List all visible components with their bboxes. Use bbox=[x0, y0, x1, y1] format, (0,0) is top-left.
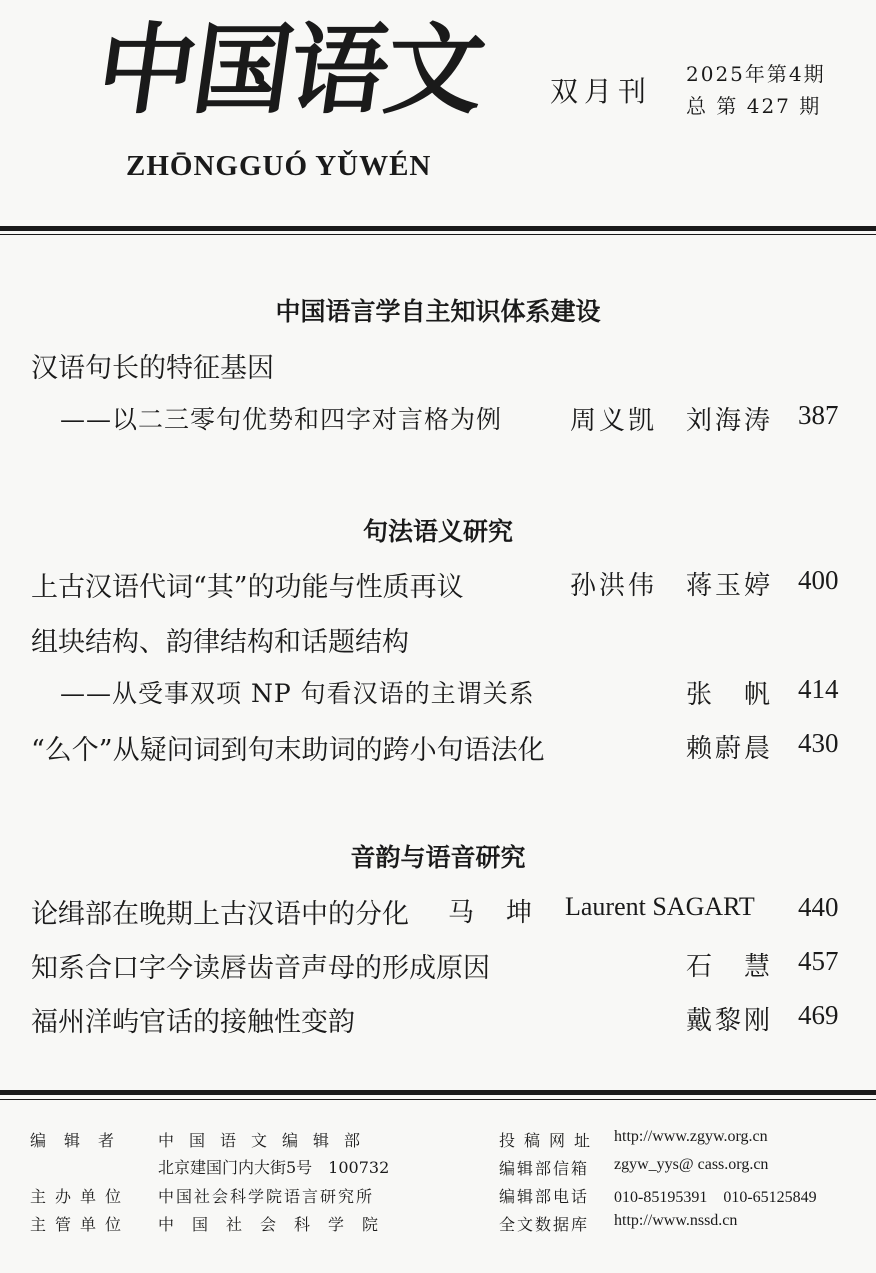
footer-rule-thin bbox=[0, 1099, 876, 1100]
issue-info bbox=[686, 58, 826, 122]
header-rule-thick bbox=[0, 226, 876, 231]
article-title[interactable]: 组块结构、韵律结构和话题结构 bbox=[31, 627, 409, 658]
header-rule-thin bbox=[0, 234, 876, 235]
editor-address: 北京建国门内大街5号 100732 bbox=[158, 1158, 390, 1177]
issue-number: 2025年第4期 bbox=[686, 62, 826, 86]
article-subtitle: ——从受事双项 NP 句看汉语的主谓关系 bbox=[60, 679, 535, 708]
sponsor-value: 中国社会科学院语言研究所 bbox=[158, 1187, 375, 1206]
article-page: 469 bbox=[798, 1000, 839, 1030]
publication-frequency: 双月刊 bbox=[550, 75, 653, 108]
article-authors: 周义凯 刘海涛 bbox=[570, 406, 774, 436]
article-title[interactable]: 论缉部在晚期上古汉语中的分化 bbox=[31, 899, 409, 930]
email-label: 编辑部信箱 bbox=[499, 1159, 590, 1178]
article-subtitle: ——以二三零句优势和四字对言格为例 bbox=[60, 405, 503, 434]
editor-label: 编辑者 bbox=[30, 1131, 133, 1150]
article-authors: 石 慧 bbox=[686, 952, 774, 982]
supervisor-value: 中国社会科学院 bbox=[158, 1215, 397, 1234]
article-page: 430 bbox=[798, 728, 839, 758]
journal-pinyin: ZHŌNGGUÓ YǓWÉN bbox=[126, 150, 432, 182]
article-authors: 赖蔚晨 bbox=[686, 734, 774, 764]
article-authors: 张 帆 bbox=[686, 680, 774, 710]
submit-url[interactable]: http://www.zgyw.org.cn bbox=[614, 1128, 768, 1145]
article-page: 440 bbox=[798, 892, 839, 922]
database-label: 全文数据库 bbox=[499, 1215, 590, 1234]
colophon bbox=[0, 1120, 876, 1270]
article-title[interactable]: “么个”从疑问词到句末助词的跨小句语法化 bbox=[31, 735, 545, 766]
sponsor-label: 主办单位 bbox=[30, 1187, 131, 1206]
submit-label: 投稿网址 bbox=[499, 1131, 600, 1150]
phone-label: 编辑部电话 bbox=[499, 1187, 590, 1206]
article-page: 414 bbox=[798, 674, 839, 704]
article-authors-latin: Laurent SAGART bbox=[565, 892, 755, 921]
masthead bbox=[0, 0, 876, 225]
article-authors: 戴黎刚 bbox=[686, 1006, 774, 1036]
editor-value: 中国语文编辑部 bbox=[158, 1131, 376, 1150]
table-of-contents bbox=[0, 240, 876, 1070]
section-title: 音韵与语音研究 bbox=[350, 843, 526, 872]
phone-value: 010-85195391 010-65125849 bbox=[614, 1189, 817, 1206]
journal-logo: 中国语文 bbox=[89, 13, 491, 128]
article-title[interactable]: 上古汉语代词“其”的功能与性质再议 bbox=[31, 572, 464, 603]
article-title[interactable]: 知系合口字今读唇齿音声母的形成原因 bbox=[31, 953, 490, 984]
issue-total: 总 第 427 期 bbox=[686, 94, 822, 118]
email-value[interactable]: zgyw_yys@ cass.org.cn bbox=[614, 1156, 769, 1173]
article-title[interactable]: 汉语句长的特征基因 bbox=[31, 353, 274, 384]
article-authors: 孙洪伟 蒋玉婷 bbox=[570, 571, 774, 601]
footer-rule-thick bbox=[0, 1090, 876, 1095]
article-page: 457 bbox=[798, 946, 839, 976]
database-url[interactable]: http://www.nssd.cn bbox=[614, 1212, 738, 1229]
section-title: 句法语义研究 bbox=[362, 517, 513, 546]
article-page: 400 bbox=[798, 565, 839, 595]
article-title[interactable]: 福州洋屿官话的接触性变韵 bbox=[31, 1007, 355, 1038]
article-page: 387 bbox=[798, 400, 839, 430]
section-title: 中国语言学自主知识体系建设 bbox=[275, 297, 601, 326]
article-authors: 马 坤 bbox=[448, 898, 536, 928]
supervisor-label: 主管单位 bbox=[30, 1215, 131, 1234]
